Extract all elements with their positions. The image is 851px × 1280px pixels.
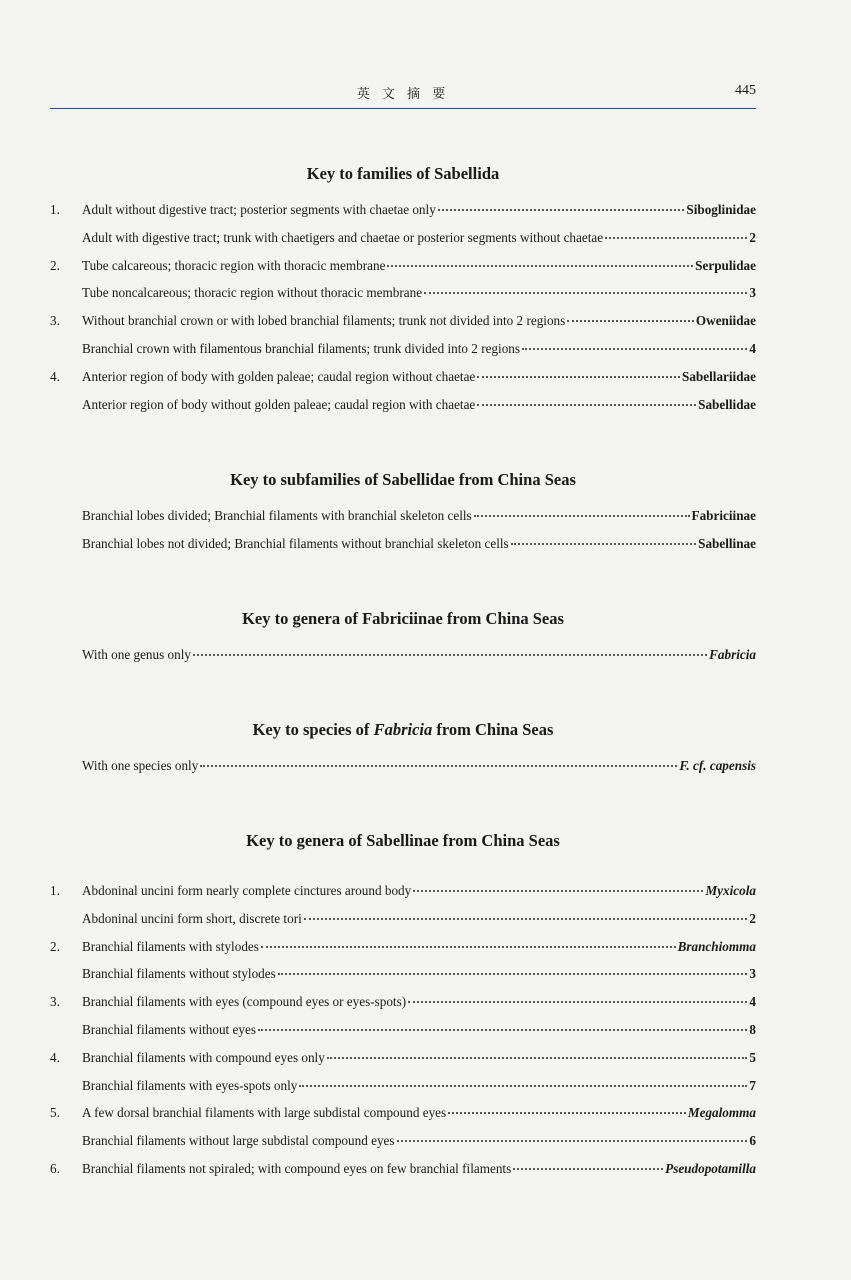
- entry-text: Tube noncalcareous; thoracic region without thoracic membrane: [82, 285, 423, 301]
- entry-result: Siboglinidae: [686, 202, 756, 217]
- entry-text: Anterior region of body without golden paleae; caudal region with chaetae: [82, 396, 476, 412]
- page-header: [50, 80, 756, 109]
- entry-result: Pseudopotamilla: [665, 1160, 756, 1176]
- entry-text: Branchial filaments not spiraled; with compound eyes on few branchial filaments: [82, 1160, 512, 1176]
- key-entry: [50, 994, 756, 1022]
- entry-text: Branchial crown with filamentous branchial filaments; trunk divided into 2 regions: [82, 340, 521, 356]
- key-entry: [50, 397, 756, 425]
- key-entry: [50, 1078, 756, 1106]
- entry-text: Branchial lobes divided; Branchial filaments with branchial skeleton cells: [82, 508, 472, 523]
- key-entry: [50, 285, 756, 313]
- entry-text: Branchial filaments without stylodes: [82, 966, 276, 982]
- dot-leader: [200, 764, 677, 767]
- entry-text: With one genus only: [82, 647, 191, 662]
- entry-result: Myxicola: [705, 883, 756, 898]
- entry-text: Without branchial crown or with lobed branchial filaments; trunk not divided into 2 regions: [82, 313, 566, 329]
- entry-text: Abdoninal uncini form short, discrete tori: [82, 910, 302, 926]
- key-entries: [50, 508, 756, 564]
- section-fabriciinae-genera-key: [50, 607, 756, 675]
- section-fabricia-species-key: [50, 718, 756, 786]
- dot-leader: [522, 347, 747, 350]
- entry-text: Branchial filaments with compound eyes only: [82, 1049, 325, 1065]
- entry-number: 4.: [50, 368, 60, 384]
- dot-leader: [605, 236, 747, 239]
- dot-leader: [261, 945, 676, 948]
- entry-result: Sabellidae: [698, 396, 756, 412]
- dot-leader: [477, 375, 680, 378]
- key-entries: [50, 647, 756, 675]
- entry-text: Adult with digestive tract; trunk with chaetigers and chaetae or posterior segments without chaetae: [82, 229, 604, 245]
- dot-leader: [474, 514, 690, 517]
- dot-leader: [408, 1000, 747, 1003]
- heading-pre: Key to species of: [252, 720, 374, 739]
- key-entry: [50, 341, 756, 369]
- entry-number: 5.: [50, 1105, 60, 1121]
- key-entry: [50, 1133, 756, 1161]
- entry-text: Branchial filaments with eyes (compound eyes or eyes-spots): [82, 994, 407, 1010]
- entry-text: Branchial filaments without eyes: [82, 1021, 256, 1037]
- heading-post: from China Seas: [432, 720, 554, 739]
- entry-result: Oweniidae: [695, 313, 756, 329]
- entry-text: With one species only: [82, 758, 199, 773]
- section-subfamilies-key: [50, 468, 756, 564]
- dot-leader: [513, 1167, 663, 1170]
- entry-result: Fabriciinae: [691, 508, 756, 523]
- key-entry: [50, 369, 756, 397]
- key-entry: [50, 911, 756, 939]
- section-heading: Key to subfamilies of Sabellidae from China Seas: [230, 470, 576, 489]
- section-heading: Key to genera of Sabellinae from China Seas: [246, 831, 560, 850]
- entry-result: F. cf. capensis: [679, 758, 756, 773]
- entry-result: Serpulidae: [695, 257, 756, 273]
- entry-text: Adult without digestive tract; posterior segments with chaetae only: [82, 202, 436, 217]
- key-entry: [50, 230, 756, 258]
- entry-result: 2: [749, 910, 756, 926]
- dot-leader: [327, 1056, 748, 1059]
- entry-number: 3.: [50, 994, 60, 1010]
- dot-leader: [511, 542, 696, 545]
- dot-leader: [413, 889, 703, 892]
- key-entry: [50, 966, 756, 994]
- heading-genus: Fabricia: [373, 720, 433, 739]
- dot-leader: [193, 653, 707, 656]
- dot-leader: [258, 1028, 747, 1031]
- section-heading: Key to genera of Fabriciinae from China Seas: [242, 609, 564, 628]
- key-entry: [50, 258, 756, 286]
- key-entries: [50, 758, 756, 786]
- dot-leader: [477, 403, 696, 406]
- key-entry: [50, 758, 756, 786]
- dot-leader: [278, 972, 748, 975]
- entry-text: Tube calcareous; thoracic region with thoracic membrane: [82, 257, 386, 273]
- entry-number: 2.: [50, 257, 60, 273]
- key-entry: [50, 313, 756, 341]
- entry-result: 5: [749, 1049, 756, 1065]
- key-entry: [50, 883, 756, 911]
- entry-text: Branchial filaments with stylodes: [82, 938, 259, 954]
- key-entry: [50, 1022, 756, 1050]
- entry-number: 6.: [50, 1160, 60, 1176]
- key-entry: [50, 1050, 756, 1078]
- entry-result: 2: [749, 229, 756, 245]
- entry-text: Branchial filaments without large subdistal compound eyes: [82, 1133, 395, 1149]
- key-entry: [50, 647, 756, 675]
- section-families-key: [50, 162, 756, 424]
- entry-text: Branchial lobes not divided; Branchial filaments without branchial skeleton cells: [82, 535, 509, 551]
- entry-text: A few dorsal branchial filaments with large subdistal compound eyes: [82, 1105, 447, 1121]
- key-entry: [50, 1105, 756, 1133]
- entry-result: Branchiomma: [677, 938, 756, 954]
- entry-result: 7: [749, 1077, 756, 1093]
- dot-leader: [567, 319, 694, 322]
- entry-number: 4.: [50, 1049, 60, 1065]
- header-title: 英 文 摘 要: [356, 87, 450, 102]
- section-heading: Key to families of Sabellida: [306, 164, 500, 183]
- dot-leader: [304, 917, 748, 920]
- dot-leader: [299, 1084, 747, 1087]
- entry-result: Sabellariidae: [682, 368, 756, 384]
- entry-result: Sabellinae: [698, 535, 756, 551]
- key-entry: [50, 939, 756, 967]
- key-entries: [50, 202, 756, 424]
- dot-leader: [424, 291, 747, 294]
- entry-text: Abdoninal uncini form nearly complete cinctures around body: [82, 883, 412, 898]
- entry-result: Fabricia: [709, 647, 756, 662]
- page-number: 445: [735, 83, 756, 98]
- key-entry: [50, 202, 756, 230]
- entry-number: 1.: [50, 202, 60, 217]
- entry-number: 2.: [50, 938, 60, 954]
- dot-leader: [438, 208, 685, 211]
- key-entries: [50, 883, 756, 1189]
- entry-result: 3: [749, 285, 756, 301]
- entry-text: Branchial filaments with eyes-spots only: [82, 1077, 298, 1093]
- dot-leader: [387, 264, 693, 267]
- dot-leader: [448, 1111, 686, 1114]
- entry-number: 3.: [50, 313, 60, 329]
- entry-result: 4: [749, 994, 756, 1010]
- entry-result: 6: [749, 1133, 756, 1149]
- entry-text: Anterior region of body with golden paleae; caudal region without chaetae: [82, 368, 476, 384]
- key-entry: [50, 1161, 756, 1189]
- key-entry: [50, 536, 756, 564]
- entry-result: 3: [749, 966, 756, 982]
- dot-leader: [397, 1139, 748, 1142]
- entry-result: 8: [749, 1021, 756, 1037]
- section-heading: [50, 718, 756, 742]
- entry-result: Megalomma: [687, 1105, 756, 1121]
- entry-result: 4: [749, 340, 756, 356]
- entry-number: 1.: [50, 883, 60, 898]
- key-entry: [50, 508, 756, 536]
- section-sabellinae-genera-key: [50, 829, 756, 1189]
